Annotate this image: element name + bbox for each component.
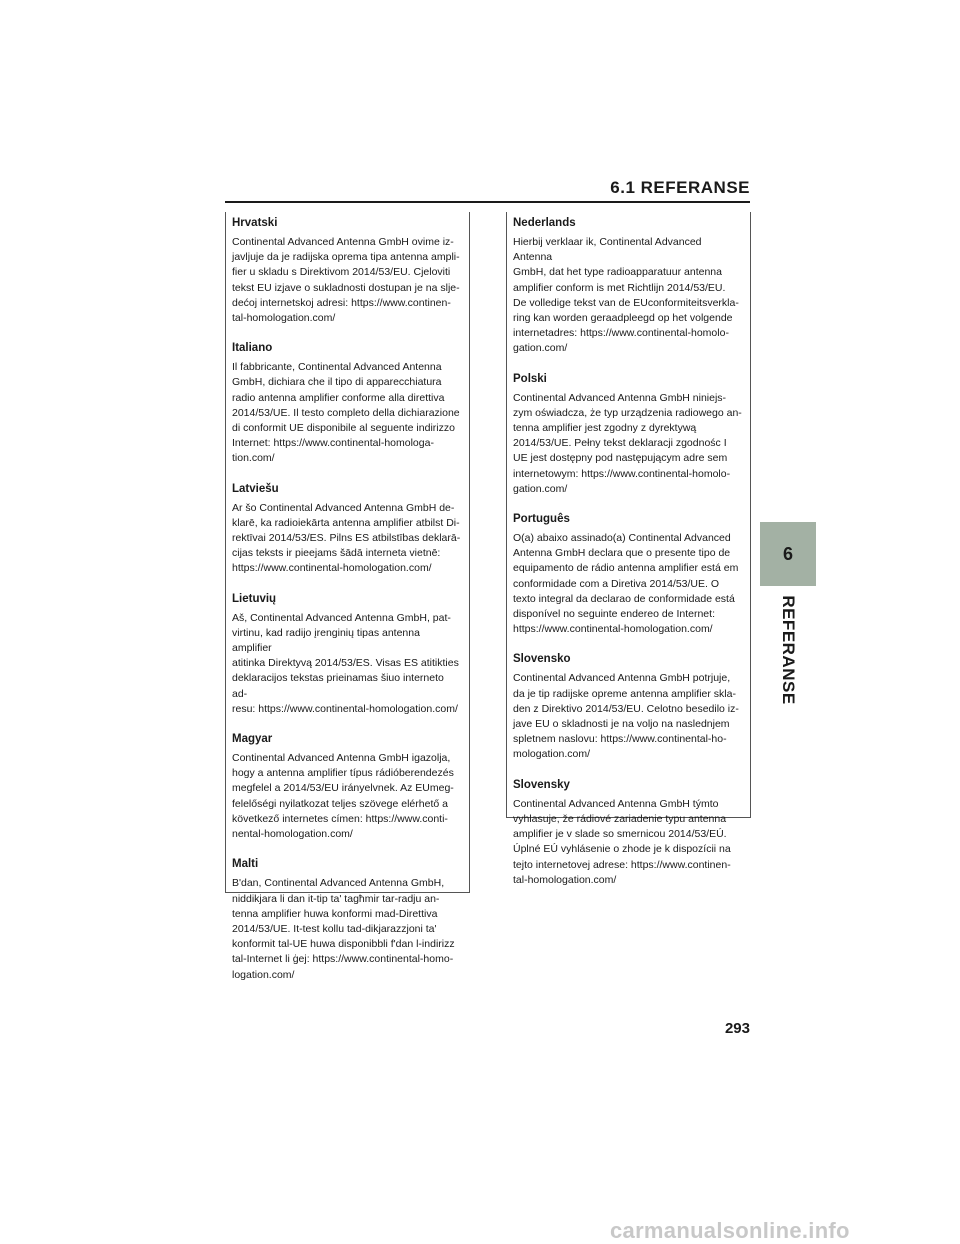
- chapter-number: 6: [782, 543, 793, 564]
- section-body: Aš, Continental Advanced Antenna GmbH, pat- virtinu, kad radijo įrenginių tipas antenna amplifier atitinka Direktyvą 2014/53/ES. Visas ES atitikties deklaracijos tekstas prieinamas šiuo interneto ad- resu: https://www.continental-homologation.com/: [232, 611, 459, 715]
- section-title: Nederlands: [513, 217, 576, 229]
- section-malti: [232, 857, 461, 982]
- page-number: 293: [724, 1020, 750, 1037]
- chapter-label: REFERANSE: [779, 595, 798, 705]
- section-latviesu: [232, 482, 461, 577]
- section-body: Hierbij verklaar ik, Continental Advanced Antenna GmbH, dat het type radioapparatuur antenna amplifier conform is met Richtlijn 2014/53/EU. De volledige tekst van de EUconformiteitsverkla- ring kan worden geraadpleegd op het volgende internetadres: https://www.continental-homolo- gation.com/: [513, 236, 739, 355]
- section-hrvatski: [232, 216, 461, 326]
- section-polski: [513, 372, 742, 497]
- section-header: 6.1 REFERANSE: [225, 178, 750, 203]
- watermark-logo: carmanualsonline.info: [610, 1218, 850, 1243]
- section-portugues: [513, 512, 742, 637]
- section-title: Latviešu: [232, 482, 279, 495]
- section-title: Slovensko: [513, 653, 571, 666]
- section-body: Continental Advanced Antenna GmbH ovime iz- javljuje da je radijska oprema tipa antenna ampli- fier u skladu s Direktivom 2014/53/EU. Cjeloviti tekst EU izjave o sukladnosti dostupan je na slje- dećoj internetskoj adresi: https://www.continen- tal-homologation.com/: [232, 236, 460, 325]
- section-body: Continental Advanced Antenna GmbH týmto vyhlasuje, že rádiové zariadenie typu antenna amplifier je v slade so smernicou 2014/53/EÚ. Úplné EÚ vyhlásenie o zhode je k dispozícii na tejto internetovej adrese: https://www.continen- tal-homologation.com/: [513, 797, 731, 886]
- section-title: Magyar: [232, 733, 273, 746]
- section-italiano: [232, 341, 461, 466]
- section-title: Polski: [513, 372, 547, 385]
- section-body: Continental Advanced Antenna GmbH niniejs- zym oświadcza, że typ urządzenia radiowego an- tenna amplifier jest zgodny z dyrektywą 2014/53/UE. Pełny tekst deklaracji zgodnośc I UE jest dostępny pod następującym adre sem internetowym: https://www.continental-homolo- gation.com/: [513, 391, 742, 495]
- section-magyar: [232, 732, 461, 842]
- section-body: O(a) abaixo assinado(a) Continental Advanced Antenna GmbH declara que o presente tipo de equipamento de rádio antenna amplifier está em conformidade com a Diretiva 2014/53/UE. O texto integral da declarao de conformidade está disponível no seguinte endereo de Internet: https://www.continental-homologation.com/: [513, 532, 739, 636]
- section-body: Continental Advanced Antenna GmbH potrjuje, da je tip radijske opreme antenna amplifier skla- den z Direktivo 2014/53/EU. Celotno besedilo iz- jave EU o skladnosti je na voljo na naslednjem spletnem naslovu: https://www.continental-ho- mologation.com/: [513, 672, 739, 761]
- section-slovensko: [513, 652, 742, 762]
- section-body: Il fabbricante, Continental Advanced Antenna GmbH, dichiara che il tipo di apparecchiatura radio antenna amplifier conforme alla direttiva 2014/53/UE. Il testo completo della dichiarazione di conformit UE disponibile al seguente indirizzo Internet: https://www.continental-homologa- tion.com/: [232, 361, 460, 465]
- chapter-tab: [760, 522, 816, 586]
- section-title: Italiano: [232, 342, 273, 355]
- section-title: Malti: [232, 858, 259, 871]
- section-body: Continental Advanced Antenna GmbH igazolja, hogy a antenna amplifier típus rádióberendezés megfelel a 2014/53/EU irányelvnek. Az EUmeg- felelőségi nyilatkozat teljes szövege elérhető a következő internetes címen: https://www.conti- nental-homologation.com/: [232, 752, 454, 841]
- right-column: [506, 212, 751, 886]
- section-body: B'dan, Continental Advanced Antenna GmbH, niddikjara li dan it-tip ta' tagħmir tar-radju an- tenna amplifier huwa konformi mad-Direttiva 2014/53/UE. It-test kollu tad-dikjarazzjoni ta' konformit tal-UE huwa disponibbli f'dan l-indirizz tal-Internet li ġej: https://www.continental-homo- logation.com/: [232, 877, 455, 981]
- section-lietuviu: [232, 592, 461, 717]
- section-title: Português: [513, 513, 570, 526]
- section-body: Ar šo Continental Advanced Antenna GmbH de- klarē, ka radioiekārta antenna amplifier atbilst Di- rektīvai 2014/53/ES. Pilns ES atbilstības deklarā- cijas teksts ir pieejams šādā interneta vietnē: https://www.continental-homologation.com/: [232, 501, 461, 575]
- section-title: Slovensky: [513, 778, 570, 791]
- section-title: Hrvatski: [232, 217, 278, 229]
- section-nederlands: [513, 216, 742, 357]
- section-title: Lietuvių: [232, 592, 277, 605]
- section-slovensky: [513, 778, 742, 888]
- left-column: [225, 212, 470, 981]
